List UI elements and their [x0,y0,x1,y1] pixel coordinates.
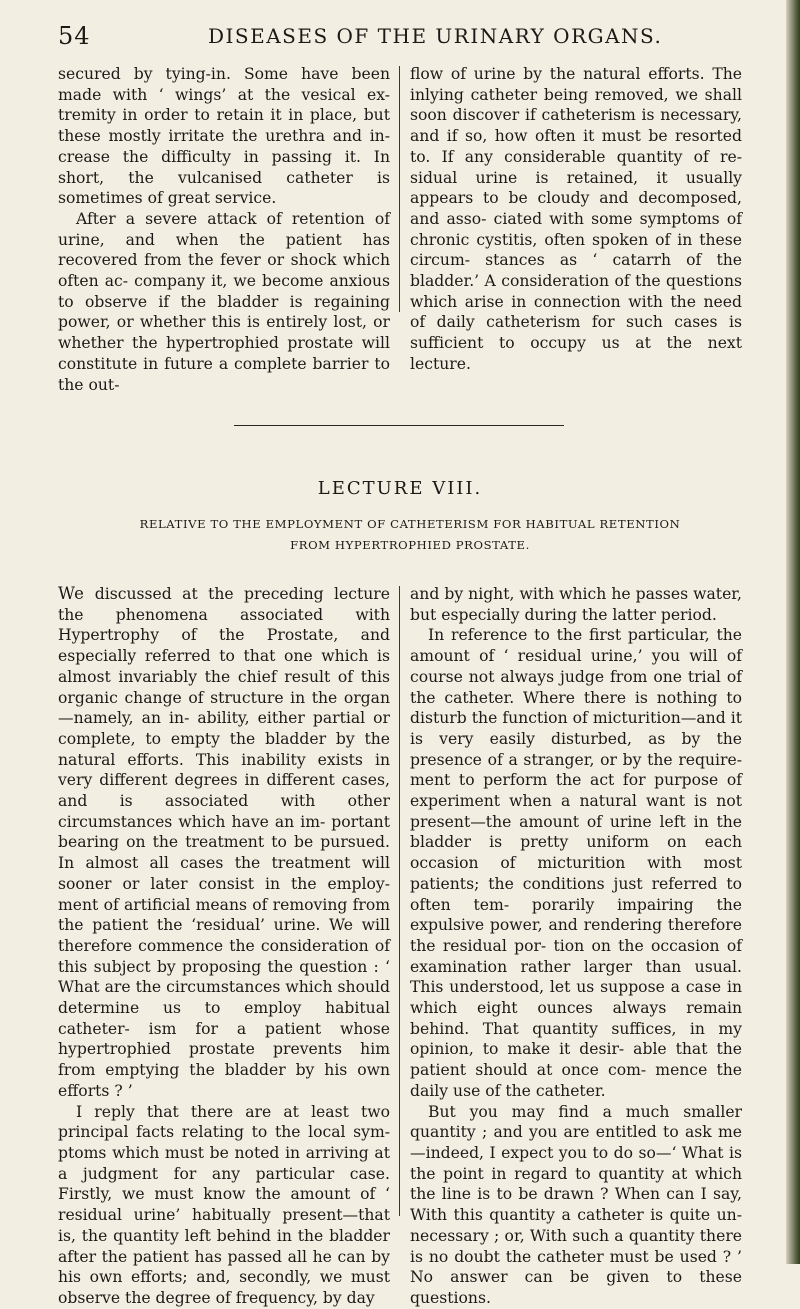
paragraph [58,584,390,1102]
opening-word: We [58,584,85,603]
column-divider [399,66,400,312]
column-divider [399,586,400,1216]
paragraph: and by night, with which he passes water, but especially during the latter period. [410,585,742,624]
paragraph: In reference to the first particular, the amount of ‘ residual urine,’ you will of course not always judge from one trial of the catheter. Where there is nothing to disturb the function of micturition—and it is very easily disturbed, as by the presence of a stranger, or by the require- ment to perform the act for purpose of experiment when a natural want is not present—the amount of urine left in the bladder is pretty uniform on each occasion of micturition with most patients; the conditions just referred to often tem- porarily impairing the expulsive power, and rendering therefore the residual por- tion on the occasion of examination rather larger than usual. This understood, let us suppose a case in which eight ounces always remain behind. That quantity suffices, in my opinion, to make it desir- able that the patient should at once com- mence the daily use of the catheter. [410,626,742,1100]
page-header [58,22,778,52]
paragraph: After a severe attack of retention of urine, and when the patient has recovered from the fever or shock which often ac- company it, we become anxious to observe if the bladder is regaining power, or whether this is entirely lost, or whether the hypertrophied prostate will constitute in future a complete barrier to the out- [58,209,390,394]
paragraph: I reply that there are at least two principal facts relating to the local sym- ptoms which must be noted in arriving at a judgment for any particular case. Firstly, we must know the amount of ‘ residual urine’ habitually present—that is, the quantity left behind in the bladder after the patient has passed all he can by his own efforts; and, secondly, we must observe the degree of frequency, by day [58,1102,390,1307]
paragraph: flow of urine by the natural efforts. The inlying catheter being removed, we shall soon discover if catheterism is necessary, and if so, how often it must be resorted to. If any considerable quantity of re- sidual urine is retained, it usually appears to be cloudy and decomposed, and asso- ciated with some symptoms of chronic cystitis, often spoken of in these circum- stances as ‘ catarrh of the bladder.’ A consideration of the questions which arise in connection with the need of daily catheterism for such cases is sufficient to occupy us at the next lecture. [410,65,742,373]
paragraph-text: discussed at the preceding lecture the phenomena associated with Hypertrophy of the Prostate, and especially referred to that one which is almost invariably the chief result of this organic change of structure in the organ—namely, an in- ability, either partial or complete, to empty the bladder by the natural efforts. This inability exists in very different degrees in different cases, and is associated with other circumstances which have an im- portant bearing on the treatment to be pursued. In almost all cases the treatment will sooner or later consist in the employ- ment of artificial means of removing from the patient the ‘residual’ urine. We will therefore commence the consideration of this subject by proposing the question : ‘ What are the circumstances which should determine us to employ habitual catheter- ism for a patient whose hypertrophied prostate prevents him from emptying the bladder by his own efforts ? ’ [58,585,390,1100]
paragraph: secured by tying-in. Some have been made with ‘ wings’ at the vesical ex- tremity in order to retain it in place, but these mostly irritate the urethra and in- crease the difficulty in passing it. In short, the vulcanised catheter is sometimes of great service. [58,65,390,208]
bottom-right-column [410,584,742,1309]
lecture-title: LECTURE VIII. [317,478,483,499]
paragraph: But you may find a much smaller quantity ; and you are entitled to ask me —indeed, I expect you to do so—‘ What is the point in regard to quantity at which the line is to be drawn ? When can I say, With this quantity a catheter is quite un- necessary ; or, With such a quantity there is no doubt the catheter must be used ? ’ No answer can be given to these questions. [410,1102,742,1307]
page-edge [786,0,800,1264]
bottom-left-column [58,584,390,1309]
top-left-column [58,64,390,395]
lecture-subtitle-line-1: RELATIVE TO THE EMPLOYMENT OF CATHETERISM FOR HABITUAL RETENTION [139,517,681,531]
section-divider [234,425,564,426]
page-number: 54 [58,22,91,50]
lecture-subtitle-line-2: FROM HYPERTROPHIED PROSTATE. [290,538,530,552]
running-title: DISEASES OF THE URINARY ORGANS. [208,24,663,48]
top-right-column [410,64,742,375]
